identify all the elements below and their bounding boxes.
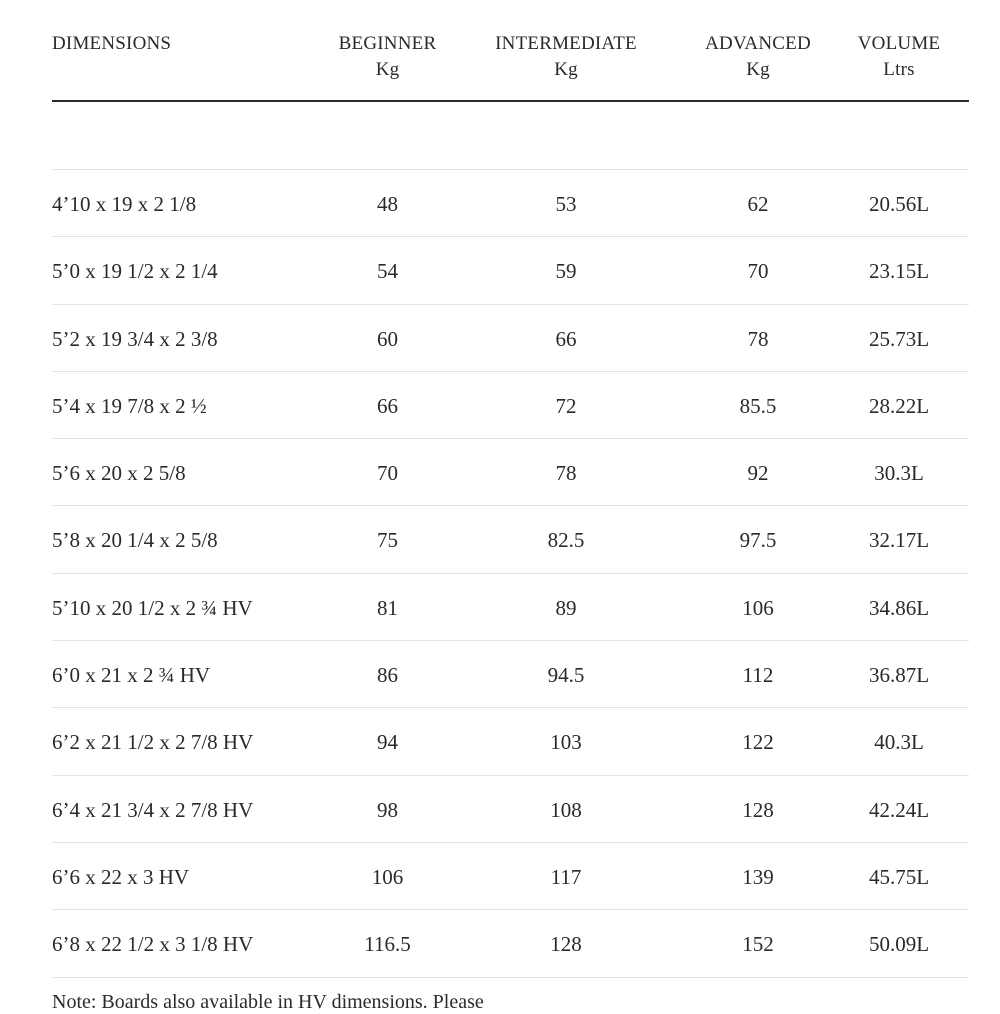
cell-intermediate: 53 [555,192,577,216]
table-row [52,910,969,977]
cell-intermediate: 108 [550,797,582,822]
table-row [52,170,969,237]
cell-dimensions: 4’10 x 19 x 2 1/8 [52,192,197,216]
cell-advanced: 139 [742,864,774,889]
cell-volume: 32.17L [868,528,930,553]
cell-intermediate: 72 [555,393,577,418]
table-row [52,506,969,573]
cell-beginner: 70 [377,461,398,486]
cell-volume: 45.75L [868,864,930,889]
cell-beginner: 66 [377,393,398,418]
header-intermediate-label: INTERMEDIATE [495,33,637,54]
cell-beginner: 94 [377,730,398,755]
cell-intermediate: 59 [555,259,577,284]
cell-volume: 36.87L [868,663,930,688]
table-row [52,776,969,843]
cell-advanced: 106 [742,595,774,620]
cell-intermediate: 82.5 [547,528,585,553]
header-beginner [330,31,445,83]
cell-intermediate: 117 [550,864,582,889]
cell-advanced: 128 [742,797,774,822]
cell-intermediate: 89 [555,595,577,620]
cell-beginner: 60 [377,326,398,351]
cell-dimensions: 5’2 x 19 3/4 x 2 3/8 [52,326,218,351]
cell-beginner: 48 [377,192,398,216]
cell-volume: 20.56L [868,192,930,216]
header-dimensions-label: DIMENSIONS [52,33,172,54]
table-row [52,641,969,708]
table-row [52,237,969,304]
header-advanced-label: ADVANCED [705,33,811,54]
header-dimensions [52,31,171,57]
header-intermediate-unit: Kg [554,59,578,80]
cell-intermediate: 66 [555,326,577,351]
cell-beginner: 86 [377,663,398,688]
table-row [52,305,969,372]
cell-beginner: 98 [377,797,398,822]
empty-row [52,102,969,170]
cell-dimensions: 5’6 x 20 x 2 5/8 [52,461,186,486]
table-row [52,372,969,439]
cell-beginner: 116.5 [364,932,411,957]
cell-dimensions: 6’8 x 22 1/2 x 3 1/8 HV [52,932,254,957]
cell-volume: 25.73L [868,326,930,351]
table-row [52,843,969,910]
cell-advanced: 152 [742,932,774,957]
header-advanced [692,31,824,83]
header-volume-unit: Ltrs [883,59,915,80]
cell-dimensions: 5’10 x 20 1/2 x 2 ¾ HV [52,595,253,620]
table-row [52,439,969,506]
cell-advanced: 70 [747,259,769,284]
cell-dimensions: 6’6 x 22 x 3 HV [52,864,190,889]
cell-dimensions: 5’4 x 19 7/8 x 2 ½ [52,393,207,418]
table-header [52,0,969,102]
sizing-table [52,0,969,978]
cell-dimensions: 5’0 x 19 1/2 x 2 1/4 [52,259,218,284]
footnote: Note: Boards also available in HV dimensions. Please [52,991,484,1013]
cell-advanced: 122 [742,730,774,755]
cell-volume: 34.86L [868,595,930,620]
cell-intermediate: 94.5 [547,663,585,688]
cell-dimensions: 5’8 x 20 1/4 x 2 5/8 [52,528,218,553]
cell-advanced: 92 [747,461,769,486]
cell-volume: 42.24L [868,797,930,822]
cell-advanced: 85.5 [739,393,777,418]
table-row [52,574,969,641]
cell-volume: 40.3L [874,730,924,755]
cell-volume: 50.09L [868,932,930,957]
header-beginner-unit: Kg [375,59,400,80]
table-row [52,708,969,775]
cell-beginner: 75 [377,528,398,553]
header-volume-label: VOLUME [857,33,941,54]
cell-advanced: 112 [742,663,774,688]
header-volume [848,31,950,83]
cell-advanced: 78 [747,326,769,351]
cell-dimensions: 6’0 x 21 x 2 ¾ HV [52,663,211,688]
cell-intermediate: 103 [550,730,582,755]
cell-volume: 28.22L [868,393,930,418]
cell-beginner: 81 [377,595,398,620]
cell-dimensions: 6’4 x 21 3/4 x 2 7/8 HV [52,797,254,822]
cell-beginner: 54 [377,259,398,284]
cell-beginner: 106 [371,864,404,889]
cell-advanced: 97.5 [739,528,777,553]
cell-intermediate: 128 [550,932,582,957]
header-advanced-unit: Kg [746,59,770,80]
cell-volume: 30.3L [874,461,924,486]
cell-volume: 23.15L [868,259,930,284]
cell-intermediate: 78 [555,461,577,486]
header-beginner-label: BEGINNER [338,33,437,54]
cell-dimensions: 6’2 x 21 1/2 x 2 7/8 HV [52,730,254,755]
header-intermediate [480,31,652,83]
cell-advanced: 62 [747,192,769,216]
